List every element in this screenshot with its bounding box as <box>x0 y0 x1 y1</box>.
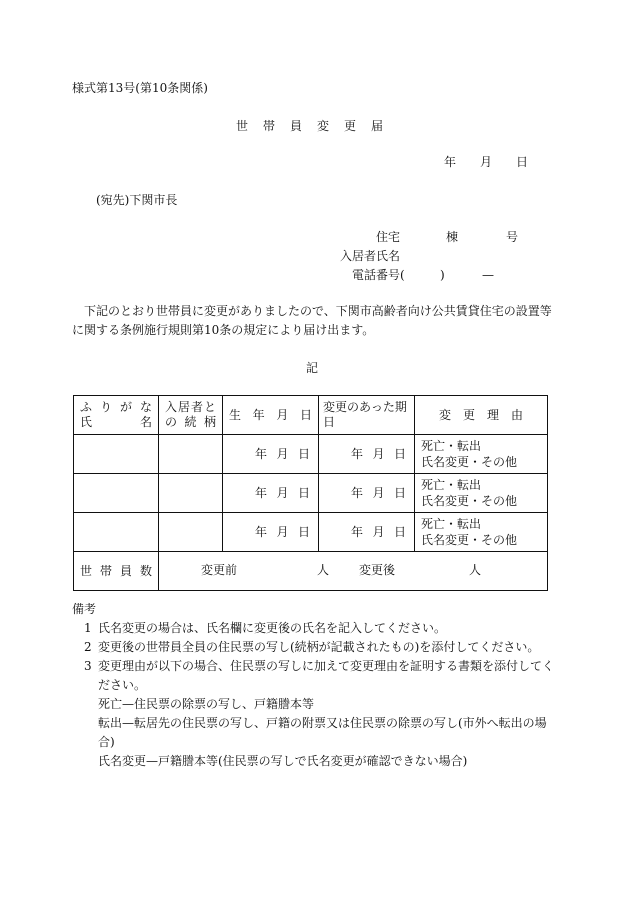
change-date-cell[interactable]: 年 月 日 <box>319 435 415 474</box>
change-date-cell[interactable]: 年 月 日 <box>319 513 415 552</box>
resident-name-label: 入居者氏名 <box>340 249 401 263</box>
before-person-unit: 人 <box>317 563 330 577</box>
applicant-block <box>340 228 540 285</box>
date-year: 年 <box>444 155 457 169</box>
table-row <box>74 474 548 513</box>
after-label: 変更後 <box>359 563 396 577</box>
notes-section <box>72 600 562 771</box>
furigana-name-cell[interactable] <box>74 435 159 474</box>
header-furigana-name: ふ り が な 氏 名 <box>74 396 159 435</box>
building-label: 棟 <box>446 230 459 244</box>
furigana-name-cell[interactable] <box>74 474 159 513</box>
relation-cell[interactable] <box>159 513 223 552</box>
reason-cell[interactable]: 死亡・転出 氏名変更・その他 <box>415 435 548 474</box>
phone-close: ) <box>440 268 445 282</box>
notes-heading: 備考 <box>72 602 97 616</box>
household-count-label: 世 帯 員 数 <box>74 552 159 591</box>
household-count-row <box>74 552 548 591</box>
form-number: 様式第13号(第10条関係) <box>72 81 208 95</box>
household-count-values[interactable] <box>159 552 548 591</box>
phone-label: 電話番号( <box>352 268 405 282</box>
birthdate-cell[interactable]: 年 月 日 <box>223 435 319 474</box>
reason-cell[interactable]: 死亡・転出 氏名変更・その他 <box>415 474 548 513</box>
birthdate-cell[interactable]: 年 月 日 <box>223 513 319 552</box>
after-person-unit: 人 <box>469 563 482 577</box>
header-change-date: 変更のあった期日 <box>319 396 415 435</box>
reason-cell[interactable]: 死亡・転出 氏名変更・その他 <box>415 513 548 552</box>
birthdate-cell[interactable]: 年 月 日 <box>223 474 319 513</box>
header-reason: 変 更 理 由 <box>415 396 548 435</box>
phone-dash: — <box>482 268 494 282</box>
document-title: 世帯員変更届 <box>236 119 399 133</box>
note-item: 1 氏名変更の場合は、氏名欄に変更後の氏名を記入してください。 <box>84 621 447 635</box>
table-row <box>74 513 548 552</box>
phone-row <box>340 266 540 285</box>
note-sub-item: 死亡—住民票の除票の写し、戸籍謄本等 <box>98 697 315 711</box>
note-item: 2 変更後の世帯員全員の住民票の写し(続柄が記載されたもの)を添付してください。 <box>84 640 540 654</box>
housing-label: 住宅 <box>376 230 401 244</box>
addressee: (宛先)下関市長 <box>96 193 178 207</box>
header-birthdate: 生 年 月 日 <box>223 396 319 435</box>
date-month: 月 <box>480 155 493 169</box>
table-row <box>74 435 548 474</box>
change-date-cell[interactable]: 年 月 日 <box>319 474 415 513</box>
body-text: 下記のとおり世帯員に変更がありましたので、下関市高齢者向け公共賃貸住宅の設置等に関する条例施行規則第10条の規定により届け出ます。 <box>72 304 552 337</box>
note-sub-item: 氏名変更—戸籍謄本等(住民票の写しで氏名変更が確認できない場合) <box>98 754 468 768</box>
furigana-name-cell[interactable] <box>74 513 159 552</box>
header-relation: 入 居 者 と の 続 柄 <box>159 396 223 435</box>
relation-cell[interactable] <box>159 474 223 513</box>
relation-cell[interactable] <box>159 435 223 474</box>
ki-heading: 記 <box>306 361 319 375</box>
name-row <box>340 247 540 266</box>
note-item: 3 変更理由が以下の場合、住民票の写しに加えて変更理由を証明する書類を添付してください。 <box>84 659 555 692</box>
date-line <box>444 154 528 170</box>
date-day: 日 <box>516 155 529 169</box>
table-header-row <box>74 396 548 435</box>
change-table <box>73 395 548 591</box>
housing-row <box>340 228 540 247</box>
note-sub-item: 転出—転居先の住民票の写し、戸籍の附票又は住民票の除票の写し(市外へ転出の場合) <box>98 716 547 749</box>
unit-label: 号 <box>506 230 519 244</box>
before-label: 変更前 <box>201 563 238 577</box>
